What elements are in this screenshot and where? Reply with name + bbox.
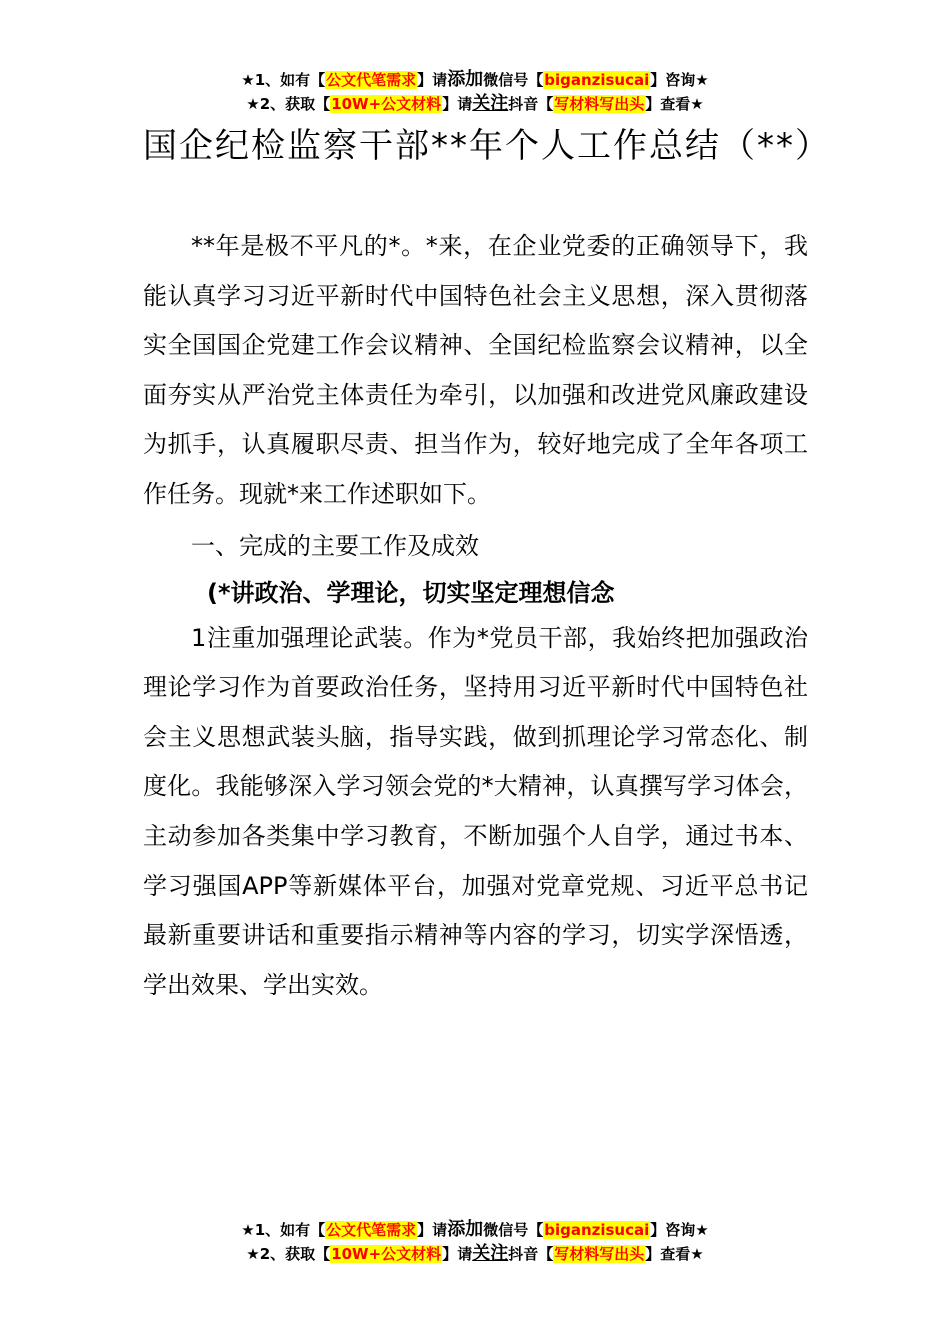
promo-text: 】查看★ <box>645 1245 704 1263</box>
promo-line-1 <box>0 68 950 92</box>
promo-highlight: biganzisucai <box>544 71 650 89</box>
promo-text: 添加 <box>447 69 484 90</box>
promo-text: 】请 <box>442 1245 473 1263</box>
promo-text: 抖音【 <box>508 95 554 113</box>
promo-highlight: 公文代笔需求 <box>326 1221 417 1239</box>
promo-line-2 <box>0 92 950 116</box>
item-paragraph: 1注重加强理论武装。作为*党员干部，我始终把加强政治理论学习作为首要政治任务，坚持用习近平新时代中国特色社会主义思想武装头脑，指导实践，做到抓理论学习常态化、制度化。我能够深入学习领会党的*大精神，认真撰写学习体会，主动参加各类集中学习教育，不断加强个人自学，通过书本、学习强国APP等新媒体平台，加强对党章党规、习近平总书记最新重要讲话和重要指示精神等内容的学习，切实学深悟透，学出效果、学出实效。 <box>143 623 808 999</box>
promo-highlight: 写材料写出头 <box>554 95 645 113</box>
promo-text: 】请 <box>417 1221 448 1239</box>
promo-text: 添加 <box>447 1219 484 1240</box>
promo-footer <box>0 1218 950 1266</box>
section-heading: 一、完成的主要工作及成效 <box>191 531 479 560</box>
promo-line-1 <box>0 1218 950 1242</box>
intro-paragraph: **年是极不平凡的*。*来，在企业党委的正确领导下，我能认真学习习近平新时代中国特色社会主义思想，深入贯彻落实全国国企党建工作会议精神、全国纪检监察会议精神，以全面夯实从严治党主体责任为牵引，以加强和改进党风廉政建设为抓手，认真履职尽责、担当作为，较好地完成了全年各项工作任务。现就*来工作述职如下。 <box>143 232 808 508</box>
promo-line-2 <box>0 1242 950 1266</box>
promo-text: 关注 <box>472 93 509 114</box>
promo-text: 】咨询★ <box>650 71 709 89</box>
subsection-heading: (*讲政治、学理论，切实坚定理想信念 <box>207 578 615 607</box>
promo-highlight: 10W+公文材料 <box>331 1245 442 1263</box>
promo-text: ★1、如有【 <box>241 1221 326 1239</box>
promo-text: 微信号【 <box>483 71 544 89</box>
promo-text: 微信号【 <box>483 1221 544 1239</box>
promo-text: ★2、获取【 <box>246 95 331 113</box>
promo-text: ★2、获取【 <box>246 1245 331 1263</box>
promo-highlight: 写材料写出头 <box>554 1245 645 1263</box>
promo-text: 】咨询★ <box>650 1221 709 1239</box>
promo-text: 关注 <box>472 1243 509 1264</box>
promo-highlight: 公文代笔需求 <box>326 71 417 89</box>
promo-text: 】查看★ <box>645 95 704 113</box>
promo-text: 抖音【 <box>508 1245 554 1263</box>
promo-text: 】请 <box>442 95 473 113</box>
document-body <box>143 222 808 1010</box>
promo-text: 】请 <box>417 71 448 89</box>
document-title: 国企纪检监察干部**年个人工作总结（**） <box>143 126 831 166</box>
promo-header <box>0 68 950 116</box>
promo-highlight: biganzisucai <box>544 1221 650 1239</box>
promo-text: ★1、如有【 <box>241 71 326 89</box>
promo-highlight: 10W+公文材料 <box>331 95 442 113</box>
